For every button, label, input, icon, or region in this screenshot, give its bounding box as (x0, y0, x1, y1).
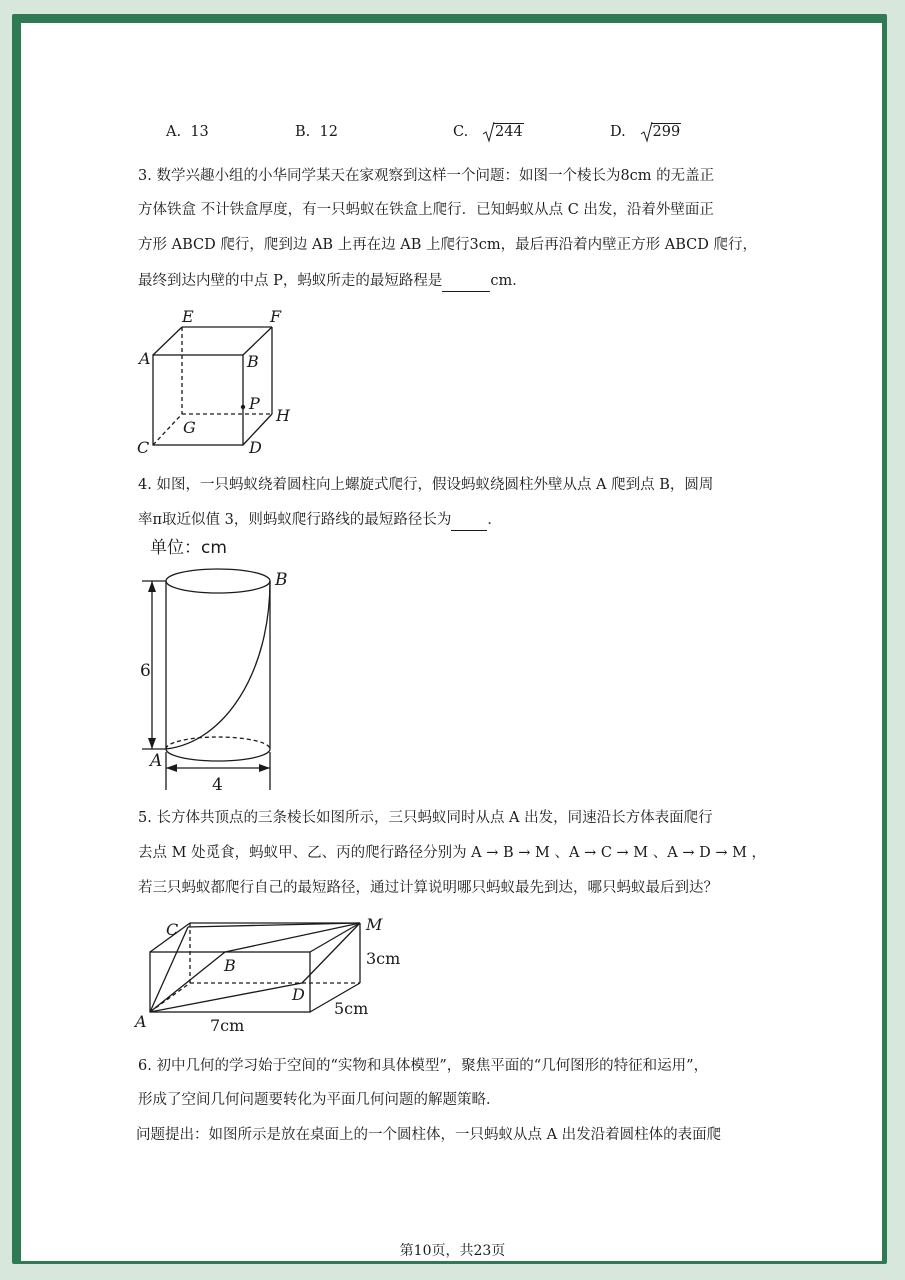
label-g: G (183, 418, 196, 437)
label-m: M (366, 915, 383, 934)
q4-line1: 4. 如图，一只蚂蚁绕着圆柱向上螺旋式爬行，假设蚂蚁绕圆柱外壁从点 A 爬到点 B，圆周 (138, 477, 714, 493)
page-footer: 第10页，共23页 (399, 1243, 506, 1259)
q4-line2: 率π取近似值 3，则蚂蚁爬行路线的最短路径长为 ． (138, 510, 502, 531)
q5-line2: 去点 M 处觅食，蚂蚁甲、乙、丙的爬行路径分别为 A → B → M 、A → C → M 、A → D → M ， (138, 845, 767, 861)
label-c: C (137, 438, 150, 457)
cuboid-figure (130, 910, 420, 1035)
q6-line2: 形成了空间几何问题要转化为平面几何问题的解题策略． (138, 1092, 501, 1108)
label-b: B (247, 352, 259, 371)
option-b: B. 12 (295, 124, 338, 140)
height-label: 3cm (366, 949, 401, 968)
length-label: 7cm (210, 1016, 245, 1035)
q3-line4: 最终到达内壁的中点 P，蚂蚁所走的最短路程是 cm． (138, 271, 527, 292)
q3-line1: 3. 数学兴趣小组的小华同学某天在家观察到这样一个问题：如图一个棱长为8cm 的无盖正 (138, 168, 715, 184)
option-a: A. 13 (166, 124, 209, 140)
q6-line1: 6. 初中几何的学习始于空间的“实物和具体模型”，聚焦平面的“几何图形的特征和运用”， (138, 1058, 709, 1074)
label-a: A (139, 349, 151, 368)
q3-line2: 方体铁盒 不计铁盒厚度，有一只蚂蚁在铁盒上爬行．已知蚂蚁从点 C 出发，沿着外壁面正 (138, 202, 714, 218)
option-d: D. 299 (610, 124, 681, 140)
q5-line3: 若三只蚂蚁都爬行自己的最短路径，通过计算说明哪只蚂蚁最先到达，哪只蚂蚁最后到达？ (138, 880, 718, 896)
label-p: P (249, 394, 260, 413)
answer-blank (442, 271, 490, 292)
unit-label: 单位：cm (150, 538, 227, 558)
sqrt-244: 244 (482, 124, 524, 140)
point-p (241, 405, 245, 409)
label-b: B (224, 956, 236, 975)
label-d: D (249, 438, 262, 457)
label-a: A (150, 751, 163, 771)
answer-blank (451, 510, 487, 531)
cylinder-figure (130, 562, 305, 797)
q6-line3: 问题提出：如图所示是放在桌面上的一个圆柱体，一只蚂蚁从点 A 出发沿着圆柱体的表面爬 (136, 1127, 722, 1143)
label-h: H (276, 406, 290, 425)
cube-figure (130, 305, 310, 465)
diameter-label: 4 (212, 775, 223, 795)
option-c: C. 244 (453, 124, 523, 140)
q5-line1: 5. 长方体共顶点的三条棱长如图所示，三只蚂蚁同时从点 A 出发，同速沿长方体表面爬行 (138, 810, 713, 826)
label-d: D (292, 985, 305, 1004)
q3-line3: 方形 ABCD 爬行，爬到边 AB 上再在边 AB 上爬行3cm，最后再沿着内壁正方形 ABCD 爬行， (138, 237, 757, 253)
sqrt-299: 299 (640, 124, 682, 140)
label-e: E (182, 307, 194, 326)
height-label: 6 (140, 661, 151, 681)
label-a: A (135, 1012, 147, 1031)
label-f: F (270, 307, 282, 326)
label-b: B (275, 570, 288, 590)
depth-label: 5cm (334, 999, 369, 1018)
label-c: C (166, 920, 179, 939)
